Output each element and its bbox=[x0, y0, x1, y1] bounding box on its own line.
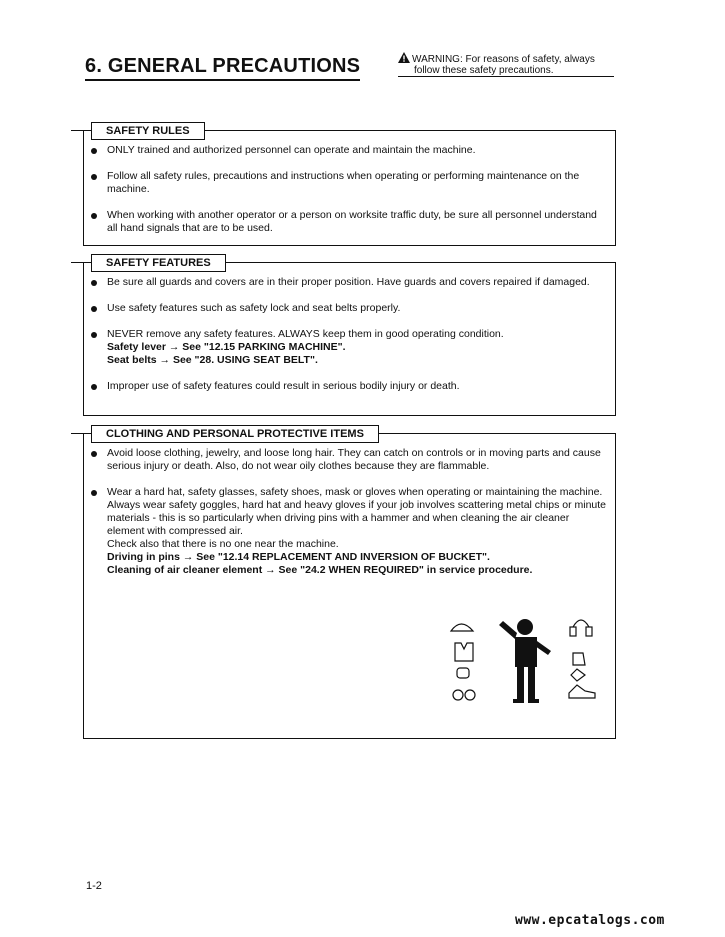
shoe-icon bbox=[569, 685, 595, 698]
section-label: SAFETY RULES bbox=[91, 122, 205, 140]
safety-rules-section bbox=[83, 125, 616, 246]
goggles-icon bbox=[453, 690, 463, 700]
protective-equipment-illustration bbox=[443, 613, 603, 723]
warning-triangle-icon bbox=[398, 52, 410, 63]
item-text: Wear a hard hat, safety glasses, safety shoes, mask or gloves when operating or maintaining the machine. Always wear safety goggles, hard hat and heavy gloves if your job involves scattering metal chips or minute materials - this is so particularly when driving pins with a hammer and when cleaning the air cleaner element with compressed air. bbox=[107, 486, 607, 537]
list-item bbox=[91, 144, 609, 157]
list-item bbox=[91, 380, 609, 393]
list-item bbox=[91, 302, 609, 315]
item-text: Follow all safety rules, precautions and instructions when operating or performing maintenance on the machine. bbox=[107, 170, 580, 195]
earmuffs-icon bbox=[573, 620, 589, 627]
section-label: SAFETY FEATURES bbox=[91, 254, 226, 272]
cross-reference: Seat belts → See "28. USING SEAT BELT". bbox=[107, 354, 318, 366]
warning-line-1: WARNING: For reasons of safety, always bbox=[412, 54, 595, 65]
page-title: 6. GENERAL PRECAUTIONS bbox=[85, 55, 360, 81]
hard-hat-icon bbox=[451, 624, 473, 631]
glove-icon bbox=[573, 653, 585, 665]
mask-icon bbox=[457, 668, 469, 678]
protective-items-section bbox=[83, 428, 616, 739]
item-extra-text: Check also that there is no one near the machine. bbox=[107, 538, 339, 550]
item-text: ONLY trained and authorized personnel can operate and maintain the machine. bbox=[107, 144, 476, 156]
item-text: NEVER remove any safety features. ALWAYS keep them in good operating condition. bbox=[107, 328, 504, 340]
item-text: Improper use of safety features could result in serious bodily injury or death. bbox=[107, 380, 460, 392]
cross-reference: Driving in pins → See "12.14 REPLACEMENT AND INVERSION OF BUCKET". bbox=[107, 551, 490, 563]
item-text: Be sure all guards and covers are in their proper position. Have guards and covers repaired if damaged. bbox=[107, 276, 590, 288]
cross-reference: Safety lever → See "12.15 PARKING MACHINE". bbox=[107, 341, 346, 353]
list-item bbox=[91, 328, 609, 367]
worker-figure-icon bbox=[499, 619, 551, 703]
list-item bbox=[91, 170, 609, 196]
list-item bbox=[91, 486, 609, 577]
vest-icon bbox=[455, 643, 473, 661]
item-text: Use safety features such as safety lock and seat belts properly. bbox=[107, 302, 401, 314]
item-text: Avoid loose clothing, jewelry, and loose long hair. They can catch on controls or in moving parts and cause serious injury or death. Also, do not wear oily clothes because they are flammable. bbox=[107, 447, 601, 472]
warning-line-2: follow these safety precautions. bbox=[398, 65, 614, 77]
section-label: CLOTHING AND PERSONAL PROTECTIVE ITEMS bbox=[91, 425, 379, 443]
page-number: 1-2 bbox=[86, 880, 102, 892]
cross-reference: Cleaning of air cleaner element → See "24.2 WHEN REQUIRED" in service procedure. bbox=[107, 564, 533, 576]
warning-note bbox=[398, 52, 628, 77]
safety-features-section bbox=[83, 257, 616, 416]
site-watermark: www.epcatalogs.com bbox=[515, 913, 665, 928]
list-item bbox=[91, 447, 609, 473]
list-item bbox=[91, 276, 609, 289]
list-item bbox=[91, 209, 609, 235]
item-text: When working with another operator or a person on worksite traffic duty, be sure all personnel understand all hand signals that are to be used. bbox=[107, 209, 597, 234]
